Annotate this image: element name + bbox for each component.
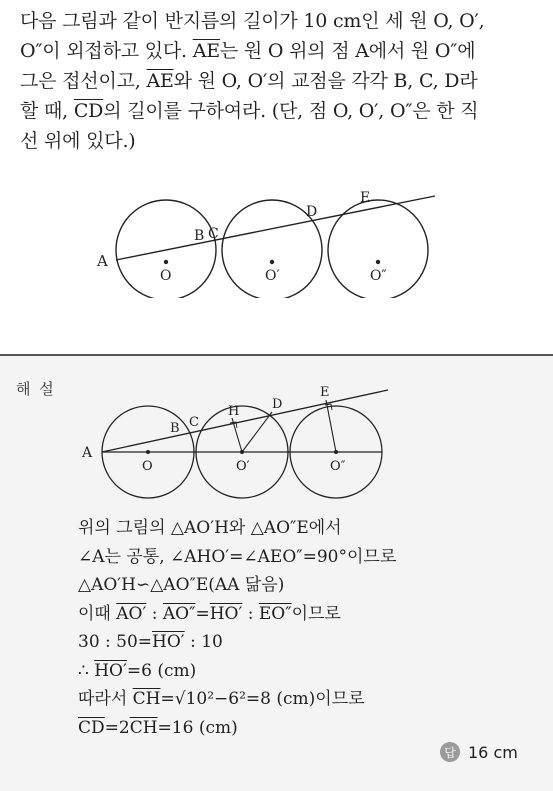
answer-badge-icon: 답 bbox=[440, 742, 460, 762]
text: : 10 bbox=[184, 632, 223, 652]
solution-line: ∠A는 공통, ∠AHO′=∠AEO″=90°이므로 bbox=[78, 546, 397, 567]
segment-CD: $\overline{CD}$ bbox=[78, 717, 105, 738]
solution-steps bbox=[78, 514, 538, 742]
problem-section bbox=[0, 0, 553, 343]
text: 다음 그림과 같이 반지름의 길이가 10 cm인 세 원 O, O′, bbox=[20, 10, 485, 32]
label-O-prime: O′ bbox=[236, 459, 250, 474]
label-A: A bbox=[97, 252, 108, 270]
problem-line bbox=[20, 66, 540, 96]
text: =16 (cm) bbox=[157, 717, 238, 738]
point-O-prime bbox=[240, 450, 244, 454]
text: : bbox=[146, 603, 163, 624]
label-O-double-prime: O″ bbox=[330, 459, 346, 474]
label-C: C bbox=[208, 226, 219, 242]
point-O-prime bbox=[270, 260, 274, 264]
label-O-prime: O′ bbox=[265, 268, 280, 284]
label-E: E bbox=[320, 385, 330, 400]
label-B: B bbox=[170, 421, 180, 436]
segment-CD: $\overline{CD}$ bbox=[73, 100, 104, 122]
segment-HO-prime: HO′ bbox=[209, 603, 243, 624]
label-E: E bbox=[360, 190, 371, 206]
answer bbox=[440, 742, 518, 762]
problem-statement bbox=[20, 6, 540, 156]
label-B: B bbox=[194, 228, 205, 244]
solution-figure bbox=[70, 376, 400, 501]
segment-AO-prime: AO′ bbox=[116, 603, 147, 624]
label-D: D bbox=[306, 204, 318, 220]
solution-line bbox=[78, 714, 538, 743]
text: =√10²−6²=8 (cm)이므로 bbox=[160, 689, 365, 709]
solution-line bbox=[78, 685, 538, 714]
text: 할 때, bbox=[20, 100, 74, 122]
text: 와 원 O, O′의 교점을 각각 B, C, D라 bbox=[173, 70, 478, 92]
text: 이므로 bbox=[291, 603, 341, 624]
solution-heading: 해 설 bbox=[16, 380, 56, 398]
solution-line bbox=[78, 657, 538, 686]
text: =2 bbox=[104, 717, 130, 738]
point-O-double-prime bbox=[376, 260, 380, 264]
segment-HO-prime: HO′ bbox=[152, 632, 185, 652]
segment-AO-double-prime: AO″ bbox=[162, 603, 196, 624]
label-O: O bbox=[160, 268, 172, 284]
label-A: A bbox=[82, 445, 93, 461]
solution-line: 위의 그림의 △AO′H와 △AO″E에서 bbox=[78, 518, 342, 538]
tangent-line-AE bbox=[102, 390, 388, 452]
text: ∴ bbox=[78, 660, 95, 681]
text: = bbox=[195, 603, 210, 624]
point-O-double-prime bbox=[334, 450, 338, 454]
solution-line: △AO′H∽△AO″E(AA 닮음) bbox=[78, 575, 285, 595]
solution-line bbox=[78, 600, 538, 629]
segment-HO-prime: HO′ bbox=[94, 660, 127, 681]
label-O: O bbox=[142, 459, 153, 474]
answer-value: 16 cm bbox=[468, 742, 518, 762]
solution-line bbox=[78, 628, 538, 657]
point-O bbox=[146, 450, 150, 454]
solution-section bbox=[0, 356, 553, 791]
segment-CH: $\overline{CH}$ bbox=[132, 689, 161, 709]
text: 선 위에 있다.) bbox=[20, 130, 136, 152]
label-C: C bbox=[189, 415, 199, 430]
text: O″이 외접하고 있다. bbox=[20, 40, 193, 62]
segment-AE: $\overline{AE}$ bbox=[146, 70, 174, 92]
text: 그은 접선이고, bbox=[20, 70, 147, 92]
label-H: H bbox=[228, 404, 240, 419]
text: 따라서 bbox=[78, 689, 133, 709]
problem-line bbox=[20, 126, 540, 156]
tangent-line-AE bbox=[116, 196, 435, 260]
label-D: D bbox=[272, 397, 283, 412]
segment-AE: $\overline{AE}$ bbox=[192, 40, 220, 62]
segment-CH: $\overline{CH}$ bbox=[129, 717, 158, 738]
label-O-double-prime: O″ bbox=[370, 268, 387, 284]
text: =6 (cm) bbox=[126, 660, 197, 681]
text: 는 원 O 위의 점 A에서 원 O″에 bbox=[219, 40, 476, 62]
segment-EO-double-prime bbox=[326, 400, 336, 452]
segment-EO-double-prime: EO″ bbox=[258, 603, 292, 624]
text: : bbox=[242, 603, 259, 624]
problem-line bbox=[20, 6, 540, 36]
problem-line bbox=[20, 36, 540, 66]
text: 30 : 50= bbox=[78, 632, 153, 652]
text: 이때 bbox=[78, 603, 117, 624]
problem-figure bbox=[80, 178, 450, 298]
point-O bbox=[164, 260, 168, 264]
text: 의 길이를 구하여라. (단, 점 O, O′, O″은 한 직 bbox=[103, 100, 479, 122]
problem-line bbox=[20, 96, 540, 126]
